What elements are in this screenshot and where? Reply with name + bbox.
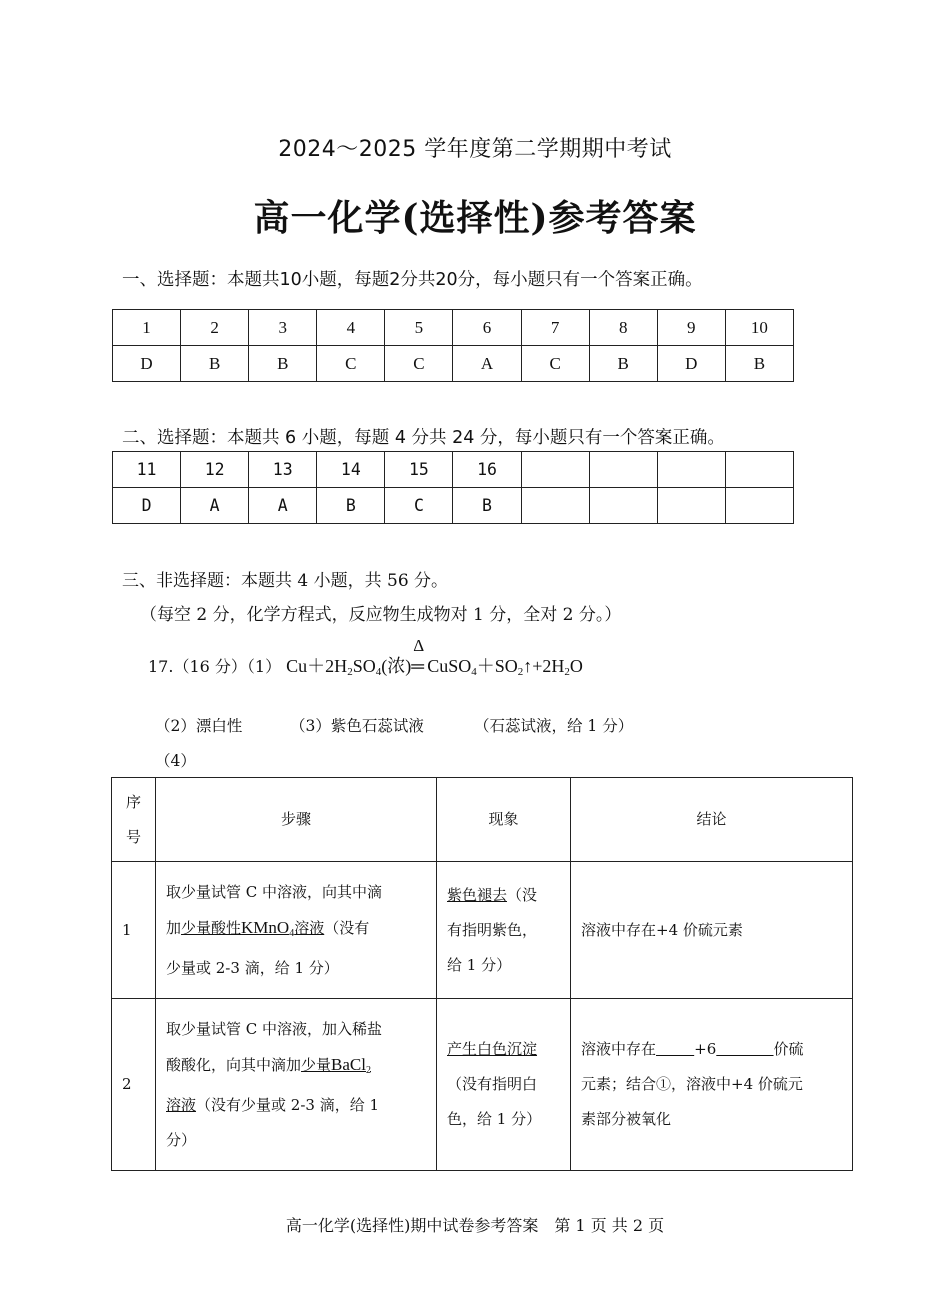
delta-symbol: Δ bbox=[413, 636, 425, 655]
header-step: 步骤 bbox=[156, 778, 437, 862]
table-row bbox=[113, 452, 794, 488]
formula-text: KMnO bbox=[241, 917, 290, 937]
phen-line: （没有指明白 bbox=[447, 1075, 538, 1093]
answer-cell: A bbox=[453, 346, 521, 382]
table-row bbox=[112, 999, 853, 1171]
table-header-row bbox=[112, 778, 853, 862]
answer-cell: B bbox=[181, 346, 249, 382]
question-number: 3 bbox=[249, 310, 317, 346]
question-number: 11 bbox=[113, 452, 181, 488]
row-step bbox=[156, 999, 437, 1171]
step-underlined: 少量酸性 bbox=[181, 918, 242, 937]
answer-cell: B bbox=[725, 346, 793, 382]
section3-heading: 三、非选择题：本题共 4 小题，共 56 分。 bbox=[122, 571, 449, 591]
eq-oxygen: O bbox=[569, 656, 583, 676]
step-text: 加 bbox=[166, 918, 182, 937]
question-number: 6 bbox=[453, 310, 521, 346]
eq-so4: SO bbox=[352, 656, 376, 676]
answer-cell: B bbox=[249, 346, 317, 382]
page-title: 高一化学(选择性)参考答案 bbox=[253, 197, 697, 239]
empty-cell bbox=[725, 452, 793, 488]
empty-cell bbox=[521, 488, 589, 524]
answer-cell: B bbox=[317, 488, 385, 524]
phen-underlined: 产生白色沉淀 bbox=[447, 1040, 538, 1058]
section3-note: （每空 2 分，化学方程式，反应物生成物对 1 分，全对 2 分。） bbox=[140, 605, 622, 625]
empty-cell bbox=[589, 488, 657, 524]
conc-text: 价硫 bbox=[773, 1040, 804, 1058]
answer-cell: A bbox=[181, 488, 249, 524]
eq-concentrated: (浓) bbox=[381, 656, 412, 676]
question-number: 4 bbox=[317, 310, 385, 346]
row-conclusion bbox=[571, 999, 853, 1171]
blank-fill bbox=[716, 1040, 773, 1058]
q17-part3-note: （石蕊试液，给 1 分） bbox=[474, 717, 634, 735]
answer-cell: D bbox=[657, 346, 725, 382]
conc-line: 素部分被氧化 bbox=[581, 1110, 672, 1128]
empty-cell bbox=[657, 452, 725, 488]
question-number: 16 bbox=[453, 452, 521, 488]
question-number: 2 bbox=[181, 310, 249, 346]
header-seq bbox=[112, 778, 156, 862]
empty-cell bbox=[589, 452, 657, 488]
question-number: 15 bbox=[385, 452, 453, 488]
table-row bbox=[113, 310, 794, 346]
q17-part2: （2）漂白性 bbox=[155, 717, 243, 735]
reagent-formula bbox=[241, 918, 294, 937]
step-underlined: 少量 bbox=[301, 1055, 332, 1074]
table-row bbox=[113, 346, 794, 382]
section2-answer-table bbox=[112, 451, 794, 524]
step-line bbox=[166, 1047, 426, 1088]
row-conclusion: 溶液中存在+4 价硫元素 bbox=[571, 862, 853, 999]
step-underlined: 溶液 bbox=[294, 918, 325, 937]
section1-heading: 一、选择题：本题共10小题，每题2分共20分，每小题只有一个答案正确。 bbox=[122, 270, 703, 290]
q17-part4: （4） bbox=[155, 752, 196, 770]
step-line: 分） bbox=[166, 1130, 197, 1149]
table-row bbox=[112, 862, 853, 999]
step-line: 取少量试管 C 中溶液，向其中滴 bbox=[166, 882, 383, 901]
conc-line: 元素；结合①，溶液中+4 价硫元 bbox=[581, 1075, 803, 1093]
eq-subscript: 2 bbox=[347, 666, 353, 678]
step-line bbox=[166, 1088, 426, 1123]
header-seq-line2: 号 bbox=[125, 827, 141, 846]
step-text: 酸酸化，向其中滴加 bbox=[166, 1055, 302, 1074]
eq-subscript: 4 bbox=[375, 666, 382, 678]
eq-subscript: 4 bbox=[471, 666, 477, 678]
question-number: 5 bbox=[385, 310, 453, 346]
phen-line: 色，给 1 分） bbox=[447, 1110, 542, 1128]
phen-text: （没 bbox=[507, 885, 538, 904]
section1-answer-table bbox=[112, 309, 794, 382]
phen-line bbox=[447, 878, 560, 913]
step-line: 少量或 2-3 滴，给 1 分） bbox=[166, 958, 339, 977]
exam-title: 2024～2025 学年度第二学期期中考试 bbox=[278, 137, 672, 162]
step-underlined: 溶液 bbox=[166, 1095, 197, 1114]
conc-answer: +6 bbox=[694, 1040, 717, 1058]
question-number: 1 bbox=[113, 310, 181, 346]
eq-rhs: CuSO bbox=[427, 656, 472, 676]
header-phenomenon: 现象 bbox=[437, 778, 571, 862]
empty-cell bbox=[725, 488, 793, 524]
answer-cell: D bbox=[113, 346, 181, 382]
table-row bbox=[113, 488, 794, 524]
formula-subscript: 2 bbox=[365, 1064, 371, 1076]
q17-label: 17.（16 分）（1） bbox=[148, 657, 282, 676]
question-number: 8 bbox=[589, 310, 657, 346]
row-step bbox=[156, 862, 437, 999]
row-seq: 2 bbox=[112, 999, 156, 1171]
step-line bbox=[166, 910, 426, 951]
answer-cell: C bbox=[317, 346, 385, 382]
step-text: （没有少量或 2-3 滴，给 1 bbox=[196, 1095, 380, 1114]
gas-arrow-icon: ↑ bbox=[523, 656, 533, 676]
eq-subscript: 2 bbox=[564, 666, 570, 678]
reagent-formula bbox=[331, 1055, 371, 1074]
phen-line: 给 1 分） bbox=[447, 955, 512, 974]
equals-sign: ═ bbox=[411, 656, 424, 676]
row-seq: 1 bbox=[112, 862, 156, 999]
eq-lhs: Cu＋2H bbox=[286, 656, 348, 676]
conc-line bbox=[581, 1032, 842, 1067]
eq-plus-so2: ＋SO bbox=[476, 656, 518, 676]
eq-plus-water: +2H bbox=[532, 656, 565, 676]
header-seq-line1: 序 bbox=[125, 792, 141, 811]
phen-underlined: 紫色褪去 bbox=[447, 885, 508, 904]
answer-cell: B bbox=[453, 488, 521, 524]
answer-cell: D bbox=[113, 488, 181, 524]
question-number: 10 bbox=[725, 310, 793, 346]
page-footer: 高一化学(选择性)期中试卷参考答案 第 1 页 共 2 页 bbox=[285, 1216, 665, 1235]
eq-subscript: 2 bbox=[517, 666, 524, 678]
question-number: 12 bbox=[181, 452, 249, 488]
section2-heading: 二、选择题：本题共 6 小题，每题 4 分共 24 分，每小题只有一个答案正确。 bbox=[122, 428, 725, 448]
steps-table bbox=[111, 777, 853, 1171]
row-phenomenon bbox=[437, 862, 571, 999]
answer-cell: C bbox=[521, 346, 589, 382]
question-number: 13 bbox=[249, 452, 317, 488]
question-number: 14 bbox=[317, 452, 385, 488]
question-number: 7 bbox=[521, 310, 589, 346]
blank-fill bbox=[656, 1040, 694, 1058]
empty-cell bbox=[657, 488, 725, 524]
answer-cell: B bbox=[589, 346, 657, 382]
formula-text: BaCl bbox=[331, 1054, 366, 1074]
answer-cell: C bbox=[385, 346, 453, 382]
step-line: 取少量试管 C 中溶液，加入稀盐 bbox=[166, 1019, 383, 1038]
phen-line: 有指明紫色， bbox=[447, 920, 538, 939]
formula-subscript: 4 bbox=[289, 927, 295, 939]
answer-cell: C bbox=[385, 488, 453, 524]
header-conclusion: 结论 bbox=[571, 778, 853, 862]
step-text: （没有 bbox=[324, 918, 370, 937]
q17-part3: （3）紫色石蕊试液 bbox=[290, 717, 424, 735]
answer-cell: A bbox=[249, 488, 317, 524]
heat-condition bbox=[411, 636, 427, 677]
row-phenomenon bbox=[437, 999, 571, 1171]
q17-equation-line bbox=[148, 636, 583, 678]
chemical-equation bbox=[286, 636, 583, 678]
conc-text: 溶液中存在 bbox=[581, 1040, 657, 1058]
empty-cell bbox=[521, 452, 589, 488]
question-number: 9 bbox=[657, 310, 725, 346]
